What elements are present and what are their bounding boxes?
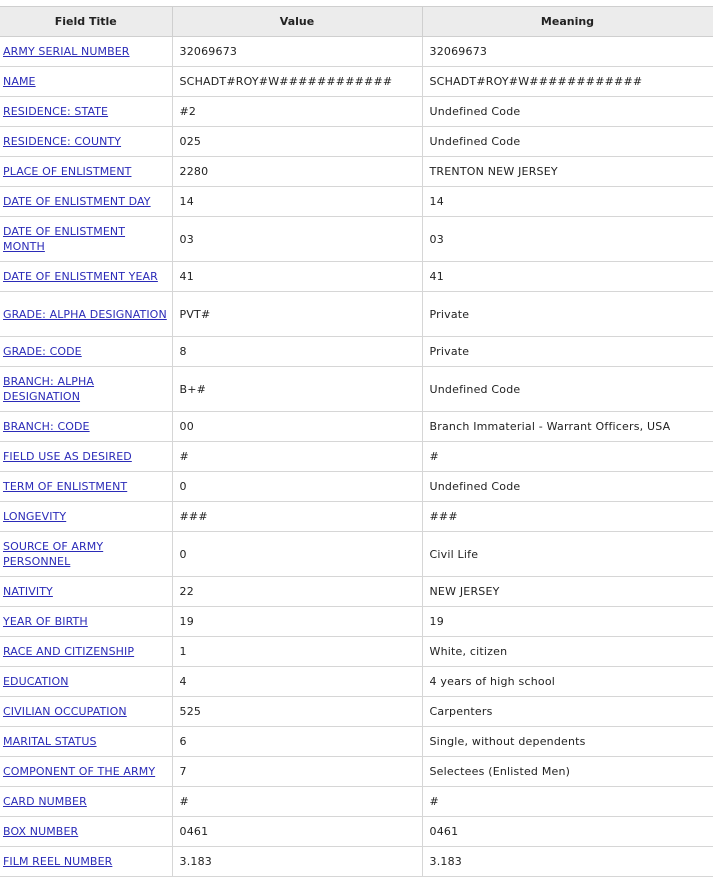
field-title-link[interactable]: RESIDENCE: STATE <box>3 105 109 118</box>
value-cell: 025 <box>172 127 422 157</box>
field-title-link[interactable]: YEAR OF BIRTH <box>3 615 88 628</box>
field-title-cell <box>0 37 172 67</box>
table-row <box>0 667 713 697</box>
field-title-cell <box>0 292 172 337</box>
table-row <box>0 262 713 292</box>
table-row <box>0 757 713 787</box>
value-cell: 2280 <box>172 157 422 187</box>
value-cell: 3.183 <box>172 847 422 877</box>
field-title-cell <box>0 97 172 127</box>
value-cell: 0461 <box>172 817 422 847</box>
meaning-cell: Single, without dependents <box>422 727 713 757</box>
field-title-cell <box>0 847 172 877</box>
field-title-link[interactable]: BRANCH: CODE <box>3 420 90 433</box>
field-title-link[interactable]: COMPONENT OF THE ARMY <box>3 765 156 778</box>
field-title-link[interactable]: BOX NUMBER <box>3 825 79 838</box>
table-row <box>0 727 713 757</box>
column-header-field-title: Field Title <box>0 7 172 37</box>
field-title-cell <box>0 442 172 472</box>
field-title-link[interactable]: EDUCATION <box>3 675 69 688</box>
table-row <box>0 157 713 187</box>
table-row <box>0 337 713 367</box>
field-title-link[interactable]: TERM OF ENLISTMENT <box>3 480 128 493</box>
value-cell: 7 <box>172 757 422 787</box>
value-cell: 22 <box>172 577 422 607</box>
value-cell: 00 <box>172 412 422 442</box>
meaning-cell: Undefined Code <box>422 472 713 502</box>
table-row <box>0 97 713 127</box>
field-title-link[interactable]: FIELD USE AS DESIRED <box>3 450 132 463</box>
value-cell: 0 <box>172 472 422 502</box>
field-title-link[interactable]: BRANCH: ALPHA DESIGNATION <box>3 375 95 403</box>
table-row <box>0 37 713 67</box>
field-title-link[interactable]: DATE OF ENLISTMENT YEAR <box>3 270 158 283</box>
field-title-link[interactable]: DATE OF ENLISTMENT MONTH <box>3 225 126 253</box>
field-title-cell <box>0 217 172 262</box>
value-cell: # <box>172 442 422 472</box>
value-cell: ### <box>172 502 422 532</box>
field-title-cell <box>0 187 172 217</box>
value-cell: 32069673 <box>172 37 422 67</box>
table-row <box>0 442 713 472</box>
table-body <box>0 37 713 877</box>
table-row <box>0 697 713 727</box>
field-title-cell <box>0 577 172 607</box>
table-row <box>0 367 713 412</box>
field-title-link[interactable]: CIVILIAN OCCUPATION <box>3 705 127 718</box>
field-title-cell <box>0 817 172 847</box>
field-title-cell <box>0 337 172 367</box>
meaning-cell: Selectees (Enlisted Men) <box>422 757 713 787</box>
table-row <box>0 502 713 532</box>
meaning-cell: # <box>422 787 713 817</box>
column-header-meaning: Meaning <box>422 7 713 37</box>
field-title-cell <box>0 367 172 412</box>
meaning-cell: # <box>422 442 713 472</box>
field-title-cell <box>0 502 172 532</box>
table-row <box>0 847 713 877</box>
field-title-cell <box>0 697 172 727</box>
value-cell: B+# <box>172 367 422 412</box>
field-title-link[interactable]: RESIDENCE: COUNTY <box>3 135 122 148</box>
meaning-cell: Undefined Code <box>422 97 713 127</box>
meaning-cell: Carpenters <box>422 697 713 727</box>
table-row <box>0 67 713 97</box>
field-title-cell <box>0 637 172 667</box>
value-cell: 14 <box>172 187 422 217</box>
meaning-cell: NEW JERSEY <box>422 577 713 607</box>
value-cell: 6 <box>172 727 422 757</box>
field-title-cell <box>0 727 172 757</box>
meaning-cell: Private <box>422 292 713 337</box>
meaning-cell: 32069673 <box>422 37 713 67</box>
value-cell: 03 <box>172 217 422 262</box>
field-title-cell <box>0 67 172 97</box>
table-row <box>0 637 713 667</box>
meaning-cell: 0461 <box>422 817 713 847</box>
enlistment-record-table <box>0 6 713 877</box>
field-title-link[interactable]: GRADE: CODE <box>3 345 82 358</box>
meaning-cell: White, citizen <box>422 637 713 667</box>
field-title-cell <box>0 607 172 637</box>
table-row <box>0 292 713 337</box>
table-row <box>0 127 713 157</box>
value-cell: # <box>172 787 422 817</box>
field-title-link[interactable]: MARITAL STATUS <box>3 735 97 748</box>
value-cell: PVT# <box>172 292 422 337</box>
meaning-cell: Private <box>422 337 713 367</box>
field-title-link[interactable]: NATIVITY <box>3 585 53 598</box>
column-header-value: Value <box>172 7 422 37</box>
value-cell: 19 <box>172 607 422 637</box>
meaning-cell: Undefined Code <box>422 127 713 157</box>
value-cell: #2 <box>172 97 422 127</box>
meaning-cell: 03 <box>422 217 713 262</box>
table-row <box>0 472 713 502</box>
table-row <box>0 532 713 577</box>
value-cell: 8 <box>172 337 422 367</box>
meaning-cell: Undefined Code <box>422 367 713 412</box>
field-title-cell <box>0 412 172 442</box>
value-cell: 525 <box>172 697 422 727</box>
meaning-cell: Branch Immaterial - Warrant Officers, USA <box>422 412 713 442</box>
value-cell: 0 <box>172 532 422 577</box>
meaning-cell: TRENTON NEW JERSEY <box>422 157 713 187</box>
field-title-link[interactable]: NAME <box>3 75 36 88</box>
meaning-cell: 3.183 <box>422 847 713 877</box>
field-title-cell <box>0 127 172 157</box>
table-row <box>0 607 713 637</box>
table-row <box>0 787 713 817</box>
table-row <box>0 217 713 262</box>
meaning-cell: 19 <box>422 607 713 637</box>
meaning-cell: 41 <box>422 262 713 292</box>
meaning-cell: 14 <box>422 187 713 217</box>
field-title-cell <box>0 532 172 577</box>
value-cell: 1 <box>172 637 422 667</box>
meaning-cell: 4 years of high school <box>422 667 713 697</box>
field-title-link[interactable]: CARD NUMBER <box>3 795 87 808</box>
field-title-link[interactable]: GRADE: ALPHA DESIGNATION <box>3 307 167 321</box>
field-title-cell <box>0 157 172 187</box>
table-row <box>0 187 713 217</box>
field-title-cell <box>0 667 172 697</box>
value-cell: 4 <box>172 667 422 697</box>
field-title-link[interactable]: LONGEVITY <box>3 510 67 523</box>
value-cell: SCHADT#ROY#W############ <box>172 67 422 97</box>
field-title-link[interactable]: FILM REEL NUMBER <box>3 855 113 868</box>
field-title-cell <box>0 787 172 817</box>
meaning-cell: Civil Life <box>422 532 713 577</box>
table-row <box>0 817 713 847</box>
field-title-link[interactable]: PLACE OF ENLISTMENT <box>3 165 132 178</box>
field-title-link[interactable]: SOURCE OF ARMY PERSONNEL <box>3 540 104 568</box>
field-title-cell <box>0 262 172 292</box>
field-title-link[interactable]: DATE OF ENLISTMENT DAY <box>3 195 151 208</box>
field-title-link[interactable]: RACE AND CITIZENSHIP <box>3 645 135 658</box>
field-title-link[interactable]: ARMY SERIAL NUMBER <box>3 45 130 58</box>
meaning-cell: SCHADT#ROY#W############ <box>422 67 713 97</box>
table-row <box>0 577 713 607</box>
table-row <box>0 412 713 442</box>
table-header-row <box>0 7 713 37</box>
field-title-cell <box>0 472 172 502</box>
meaning-cell: ### <box>422 502 713 532</box>
value-cell: 41 <box>172 262 422 292</box>
field-title-cell <box>0 757 172 787</box>
